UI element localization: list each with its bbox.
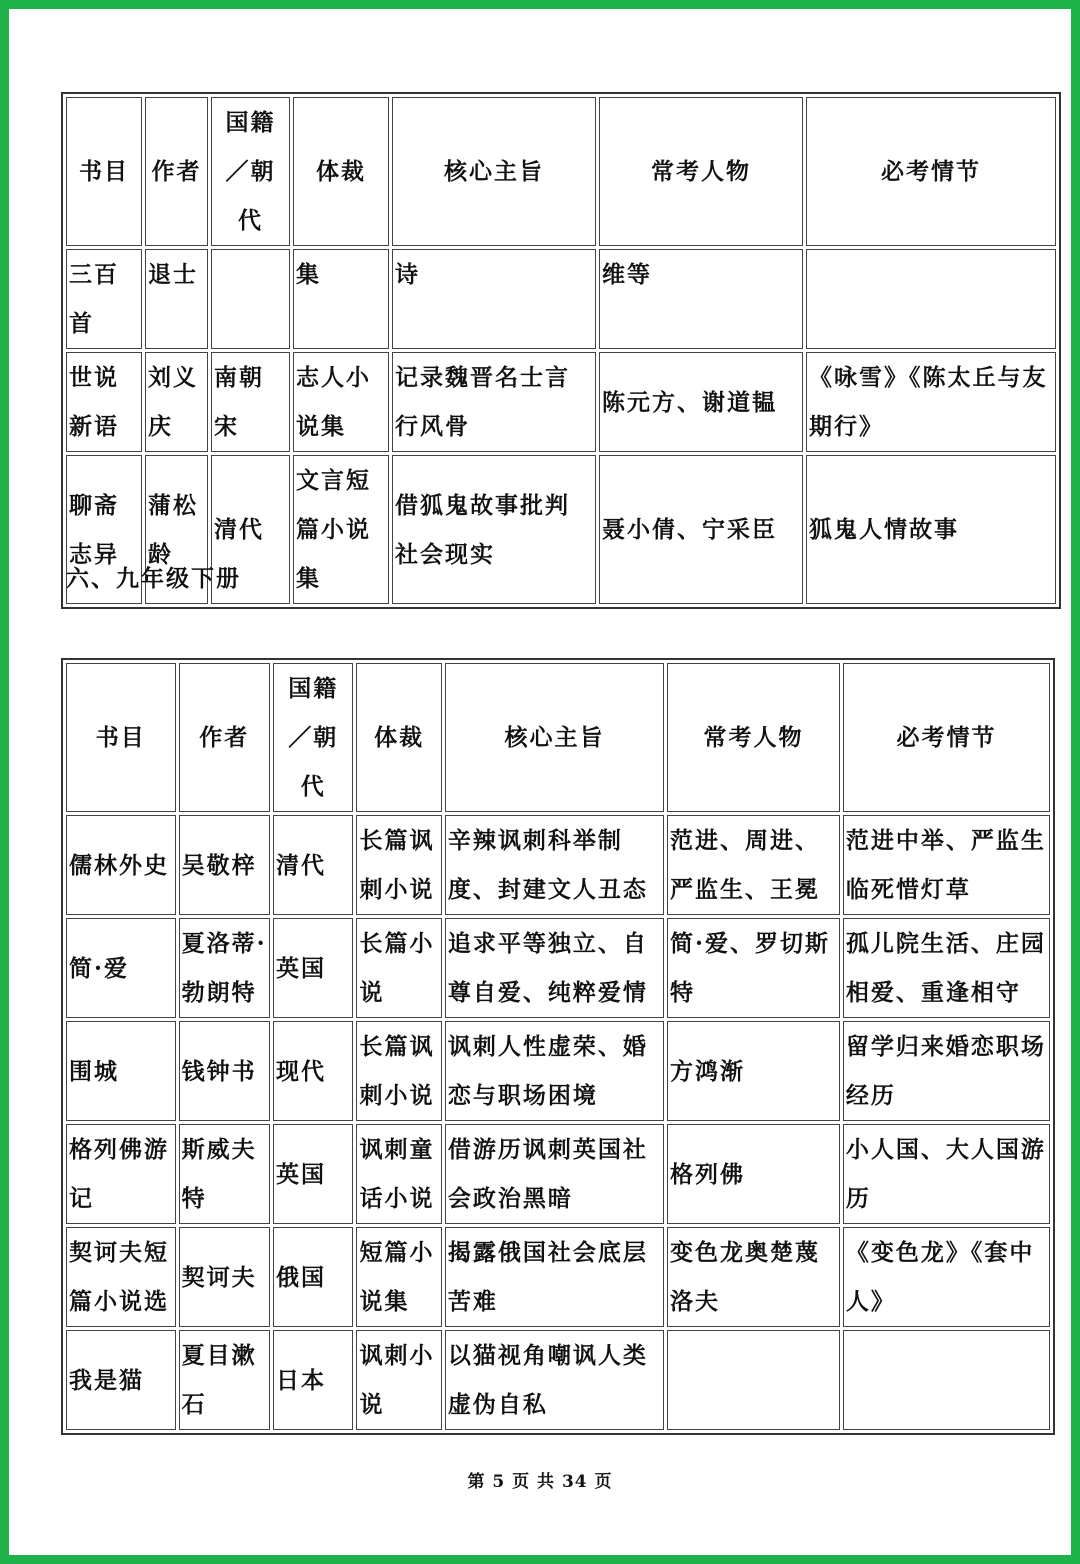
cell-plots: 狐鬼人情故事 [806,455,1056,604]
page-number-footer: 第 5 页 共 34 页 [467,1472,613,1492]
header-cell-genre: 体裁 [356,663,441,812]
cell-plots: 小人国、大人国游历 [843,1124,1050,1224]
cell-genre: 长篇讽刺小说 [356,1021,441,1121]
cell-genre: 文言短篇小说集 [293,455,389,604]
table-row [66,815,1050,915]
cell-theme: 揭露俄国社会底层苦难 [445,1227,664,1327]
cell-theme: 辛辣讽刺科举制度、封建文人丑态 [445,815,664,915]
table-row [66,1227,1050,1327]
cell-title: 简·爱 [66,918,176,1018]
cell-author: 钱钟书 [179,1021,270,1121]
cell-nationality: 清代 [273,815,353,915]
table-row [66,1124,1050,1224]
table-row [66,249,1056,349]
cell-genre: 志人小说集 [293,352,389,452]
table-row [66,918,1050,1018]
table-row [66,352,1056,452]
cell-theme: 追求平等独立、自尊自爱、纯粹爱情 [445,918,664,1018]
cell-genre: 短篇小说集 [356,1227,441,1327]
header-cell-characters: 常考人物 [667,663,840,812]
header-cell-nationality: 国籍／朝代 [211,97,290,246]
cell-title: 我是猫 [66,1330,176,1430]
cell-nationality: 清代 [211,455,290,604]
cell-characters: 格列佛 [667,1124,840,1224]
header-cell-plots: 必考情节 [843,663,1050,812]
cell-characters: 聂小倩、宁采臣 [599,455,803,604]
cell-characters [667,1330,840,1430]
cell-plots: 留学归来婚恋职场经历 [843,1021,1050,1121]
cell-author: 吴敬梓 [179,815,270,915]
cell-title: 聊斋志异 [66,455,142,604]
cell-theme: 借游历讽刺英国社会政治黑暗 [445,1124,664,1224]
header-cell-title: 书目 [66,663,176,812]
cell-plots: 范进中举、严监生临死惜灯草 [843,815,1050,915]
cell-theme: 以猫视角嘲讽人类虚伪自私 [445,1330,664,1430]
cell-plots [843,1330,1050,1430]
cell-title: 儒林外史 [66,815,176,915]
cell-author: 夏目漱石 [179,1330,270,1430]
cell-characters: 维等 [599,249,803,349]
header-cell-author: 作者 [179,663,270,812]
reading-table-1 [61,92,1061,609]
cell-title: 格列佛游记 [66,1124,176,1224]
header-cell-genre: 体裁 [293,97,389,246]
cell-theme: 记录魏晋名士言行风骨 [392,352,596,452]
cell-nationality: 英国 [273,918,353,1018]
cell-theme: 诗 [392,249,596,349]
cell-theme: 借狐鬼故事批判社会现实 [392,455,596,604]
header-cell-theme: 核心主旨 [445,663,664,812]
cell-title: 世说新语 [66,352,142,452]
header-cell-title: 书目 [66,97,142,246]
cell-nationality: 俄国 [273,1227,353,1327]
table-row [66,1021,1050,1121]
cell-genre: 长篇讽刺小说 [356,815,441,915]
table-header-row [66,97,1056,246]
cell-plots: 《变色龙》《套中人》 [843,1227,1050,1327]
cell-author: 契诃夫 [179,1227,270,1327]
cell-nationality [211,249,290,349]
cell-characters: 变色龙奥楚蔑洛夫 [667,1227,840,1327]
header-cell-author: 作者 [145,97,208,246]
cell-plots: 孤儿院生活、庄园相爱、重逢相守 [843,918,1050,1018]
header-cell-characters: 常考人物 [599,97,803,246]
section-title: 六、九年级下册 [66,565,241,592]
cell-nationality: 南朝宋 [211,352,290,452]
cell-nationality: 现代 [273,1021,353,1121]
cell-characters: 简·爱、罗切斯特 [667,918,840,1018]
cell-author: 刘义庆 [145,352,208,452]
cell-author: 夏洛蒂·勃朗特 [179,918,270,1018]
cell-nationality: 英国 [273,1124,353,1224]
cell-title: 三百首 [66,249,142,349]
header-cell-nationality: 国籍／朝代 [273,663,353,812]
header-cell-plots: 必考情节 [806,97,1056,246]
cell-plots [806,249,1056,349]
header-cell-theme: 核心主旨 [392,97,596,246]
cell-characters: 范进、周进、严监生、王冕 [667,815,840,915]
cell-author: 退士 [145,249,208,349]
cell-author: 蒲松龄 [145,455,208,604]
cell-genre: 长篇小说 [356,918,441,1018]
cell-title: 契诃夫短篇小说选 [66,1227,176,1327]
reading-table-2 [61,658,1055,1435]
cell-genre: 讽刺童话小说 [356,1124,441,1224]
cell-author: 斯威夫特 [179,1124,270,1224]
cell-genre: 集 [293,249,389,349]
table-row [66,1330,1050,1430]
cell-title: 围城 [66,1021,176,1121]
cell-nationality: 日本 [273,1330,353,1430]
table-header-row [66,663,1050,812]
cell-genre: 讽刺小说 [356,1330,441,1430]
cell-theme: 讽刺人性虚荣、婚恋与职场困境 [445,1021,664,1121]
cell-plots: 《咏雪》《陈太丘与友期行》 [806,352,1056,452]
cell-characters: 陈元方、谢道韫 [599,352,803,452]
cell-characters: 方鸿渐 [667,1021,840,1121]
